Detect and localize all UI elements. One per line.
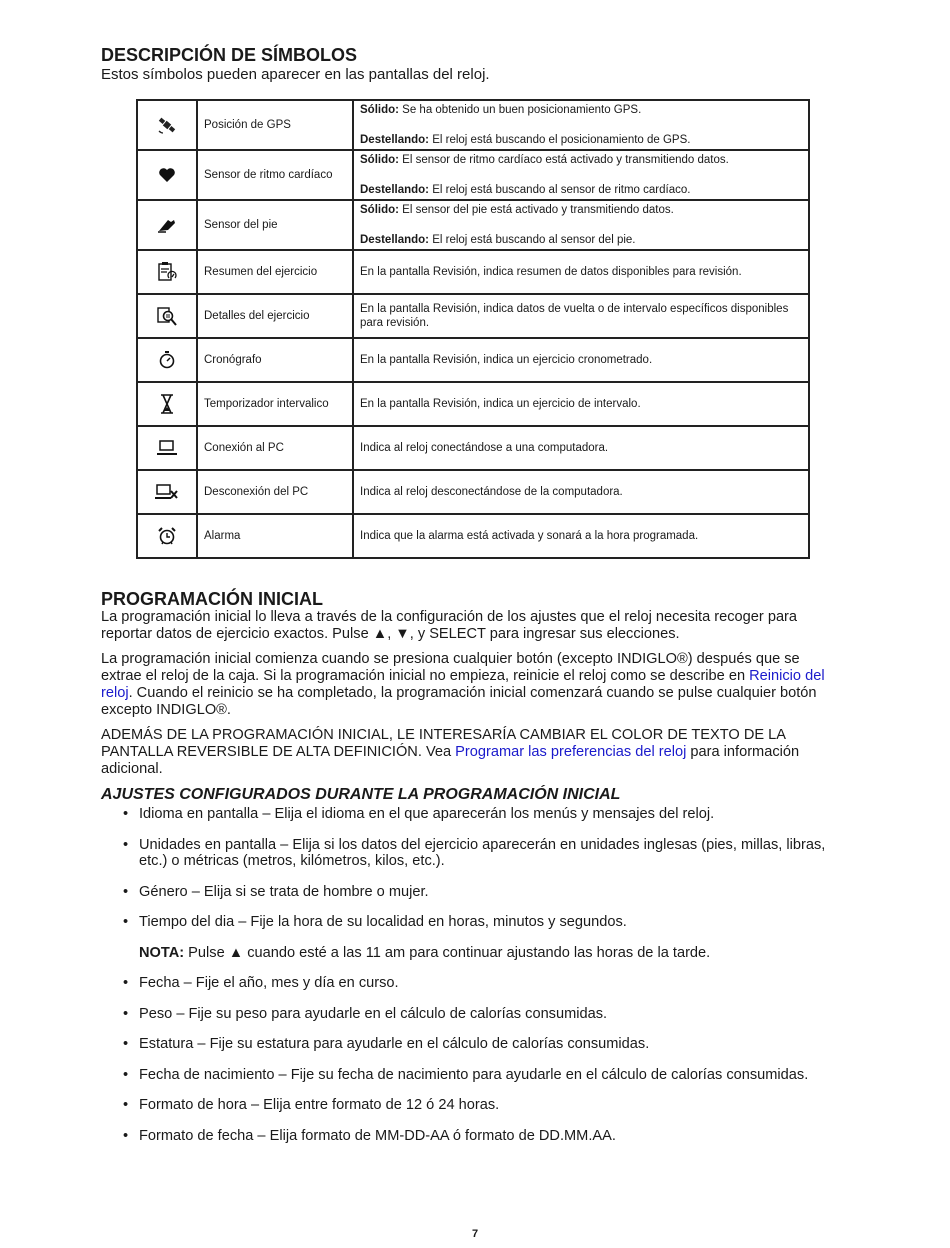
reset-watch-link[interactable]: Reinicio del reloj (101, 668, 825, 701)
hourglass-icon (137, 382, 197, 426)
list-item: • Unidades en pantalla – Elija si los datos del ejercicio aparecerán en unidades inglesas (pies, millas, libras, etc.) o métricas (metros, kilómetros, kilos, etc.). (139, 837, 831, 870)
symbols-title: DESCRIPCIÓN DE SÍMBOLOS (101, 45, 358, 65)
symbol-description: Sólido: El sensor de ritmo cardíaco está activado y transmitiendo datos. Destellando: El reloj está buscando al sensor de ritmo cardíaco. (353, 150, 809, 200)
settings-list (101, 806, 831, 1144)
list-item: • Fecha – Fije el año, mes y día en curso. (139, 975, 831, 992)
symbol-description: Sólido: Se ha obtenido un buen posicionamiento GPS. Destellando: El reloj está buscando el posicionamiento de GPS. (353, 100, 809, 150)
table-row (137, 382, 809, 426)
watch-preferences-link[interactable]: Programar las preferencias del reloj (455, 744, 687, 760)
setup-title: PROGRAMACIÓN INICIAL (101, 589, 323, 609)
list-item: • Fecha de nacimiento – Fije su fecha de nacimiento para ayudarle en el cálculo de calorías consumidas. (139, 1067, 831, 1084)
symbol-description: En la pantalla Revisión, indica resumen de datos disponibles para revisión. (353, 250, 809, 294)
clipboard-summary-icon (137, 250, 197, 294)
symbol-name: Detalles del ejercicio (197, 294, 353, 338)
stopwatch-icon (137, 338, 197, 382)
satellite-icon (137, 100, 197, 150)
symbol-description: Indica al reloj desconectándose de la computadora. (353, 470, 809, 514)
laptop-icon (137, 426, 197, 470)
laptop-disconnect-icon (137, 470, 197, 514)
page-number: 7 (471, 1228, 479, 1240)
list-item: • Idioma en pantalla – Elija el idioma en el que aparecerán los menús y mensajes del reloj. (139, 806, 831, 823)
symbol-name: Sensor del pie (197, 200, 353, 250)
table-row (137, 100, 809, 150)
symbol-description: Indica que la alarma está activada y sonará a la hora programada. (353, 514, 809, 558)
symbol-description: En la pantalla Revisión, indica un ejercicio de intervalo. (353, 382, 809, 426)
symbols-table (136, 99, 810, 559)
page-content (101, 44, 831, 1158)
table-row (137, 150, 809, 200)
list-item: • Formato de hora – Elija entre formato de 12 ó 24 horas. (139, 1097, 831, 1114)
magnifier-detail-icon (137, 294, 197, 338)
symbol-name: Posición de GPS (197, 100, 353, 150)
setup-paragraph-1: La programación inicial lo lleva a través de la configuración de los ajustes que el reloj necesita recoger para reportar datos de ejercicio exactos. Pulse ▲, ▼, y SELECT para ingresar sus elecciones. (101, 609, 798, 642)
shoe-icon (137, 200, 197, 250)
list-item: • Género – Elija si se trata de hombre o mujer. (139, 884, 831, 901)
symbol-description: Indica al reloj conectándose a una computadora. (353, 426, 809, 470)
note-item: NOTA: Pulse ▲ cuando esté a las 11 am para continuar ajustando las horas de la tarde. (139, 944, 711, 961)
symbols-subtitle: Estos símbolos pueden aparecer en las pantallas del reloj. (101, 66, 490, 83)
table-row (137, 294, 809, 338)
list-item: • Estatura – Fije su estatura para ayudarle en el cálculo de calorías consumidas. (139, 1036, 831, 1053)
symbol-name: Conexión al PC (197, 426, 353, 470)
symbol-name: Cronógrafo (197, 338, 353, 382)
table-row (137, 470, 809, 514)
symbol-description: En la pantalla Revisión, indica datos de vuelta o de intervalo específicos disponibles para revisión. (353, 294, 809, 338)
alarm-clock-icon (137, 514, 197, 558)
list-item: • Tiempo del dia – Fije la hora de su localidad en horas, minutos y segundos. (139, 914, 831, 931)
list-item: • Peso – Fije su peso para ayudarle en el cálculo de calorías consumidas. (139, 1006, 831, 1023)
table-row (137, 338, 809, 382)
symbol-name: Resumen del ejercicio (197, 250, 353, 294)
symbol-name: Alarma (197, 514, 353, 558)
symbol-name: Desconexión del PC (197, 470, 353, 514)
symbol-name: Sensor de ritmo cardíaco (197, 150, 353, 200)
list-item: • Formato de fecha – Elija formato de MM-DD-AA ó formato de DD.MM.AA. (139, 1128, 831, 1145)
settings-subtitle: AJUSTES CONFIGURADOS DURANTE LA PROGRAMACIÓN INICIAL (101, 786, 621, 803)
symbol-name: Temporizador intervalico (197, 382, 353, 426)
setup-paragraph-3: ADEMÁS DE LA PROGRAMACIÓN INICIAL, LE INTERESARÍA CAMBIAR EL COLOR DE TEXTO DE LA PANTALLA REVERSIBLE DE ALTA DEFINICIÓN. Vea Programar las preferencias del reloj para información adicional. (101, 727, 800, 777)
table-row (137, 514, 809, 558)
symbol-description: En la pantalla Revisión, indica un ejercicio cronometrado. (353, 338, 809, 382)
table-row (137, 250, 809, 294)
symbol-description: Sólido: El sensor del pie está activado y transmitiendo datos. Destellando: El reloj está buscando al sensor del pie. (353, 200, 809, 250)
heart-icon (137, 150, 197, 200)
table-row (137, 426, 809, 470)
setup-paragraph-2: La programación inicial comienza cuando se presiona cualquier botón (excepto INDIGLO®) después que se extrae el reloj de la caja. Si la programación inicial no empieza, reinicie el reloj como se describe en Reinicio del reloj. Cuando el reinicio se ha completado, la programación inicial comenzará cuando se pulse cualquier botón excepto INDIGLO®. (101, 651, 825, 718)
table-row (137, 200, 809, 250)
